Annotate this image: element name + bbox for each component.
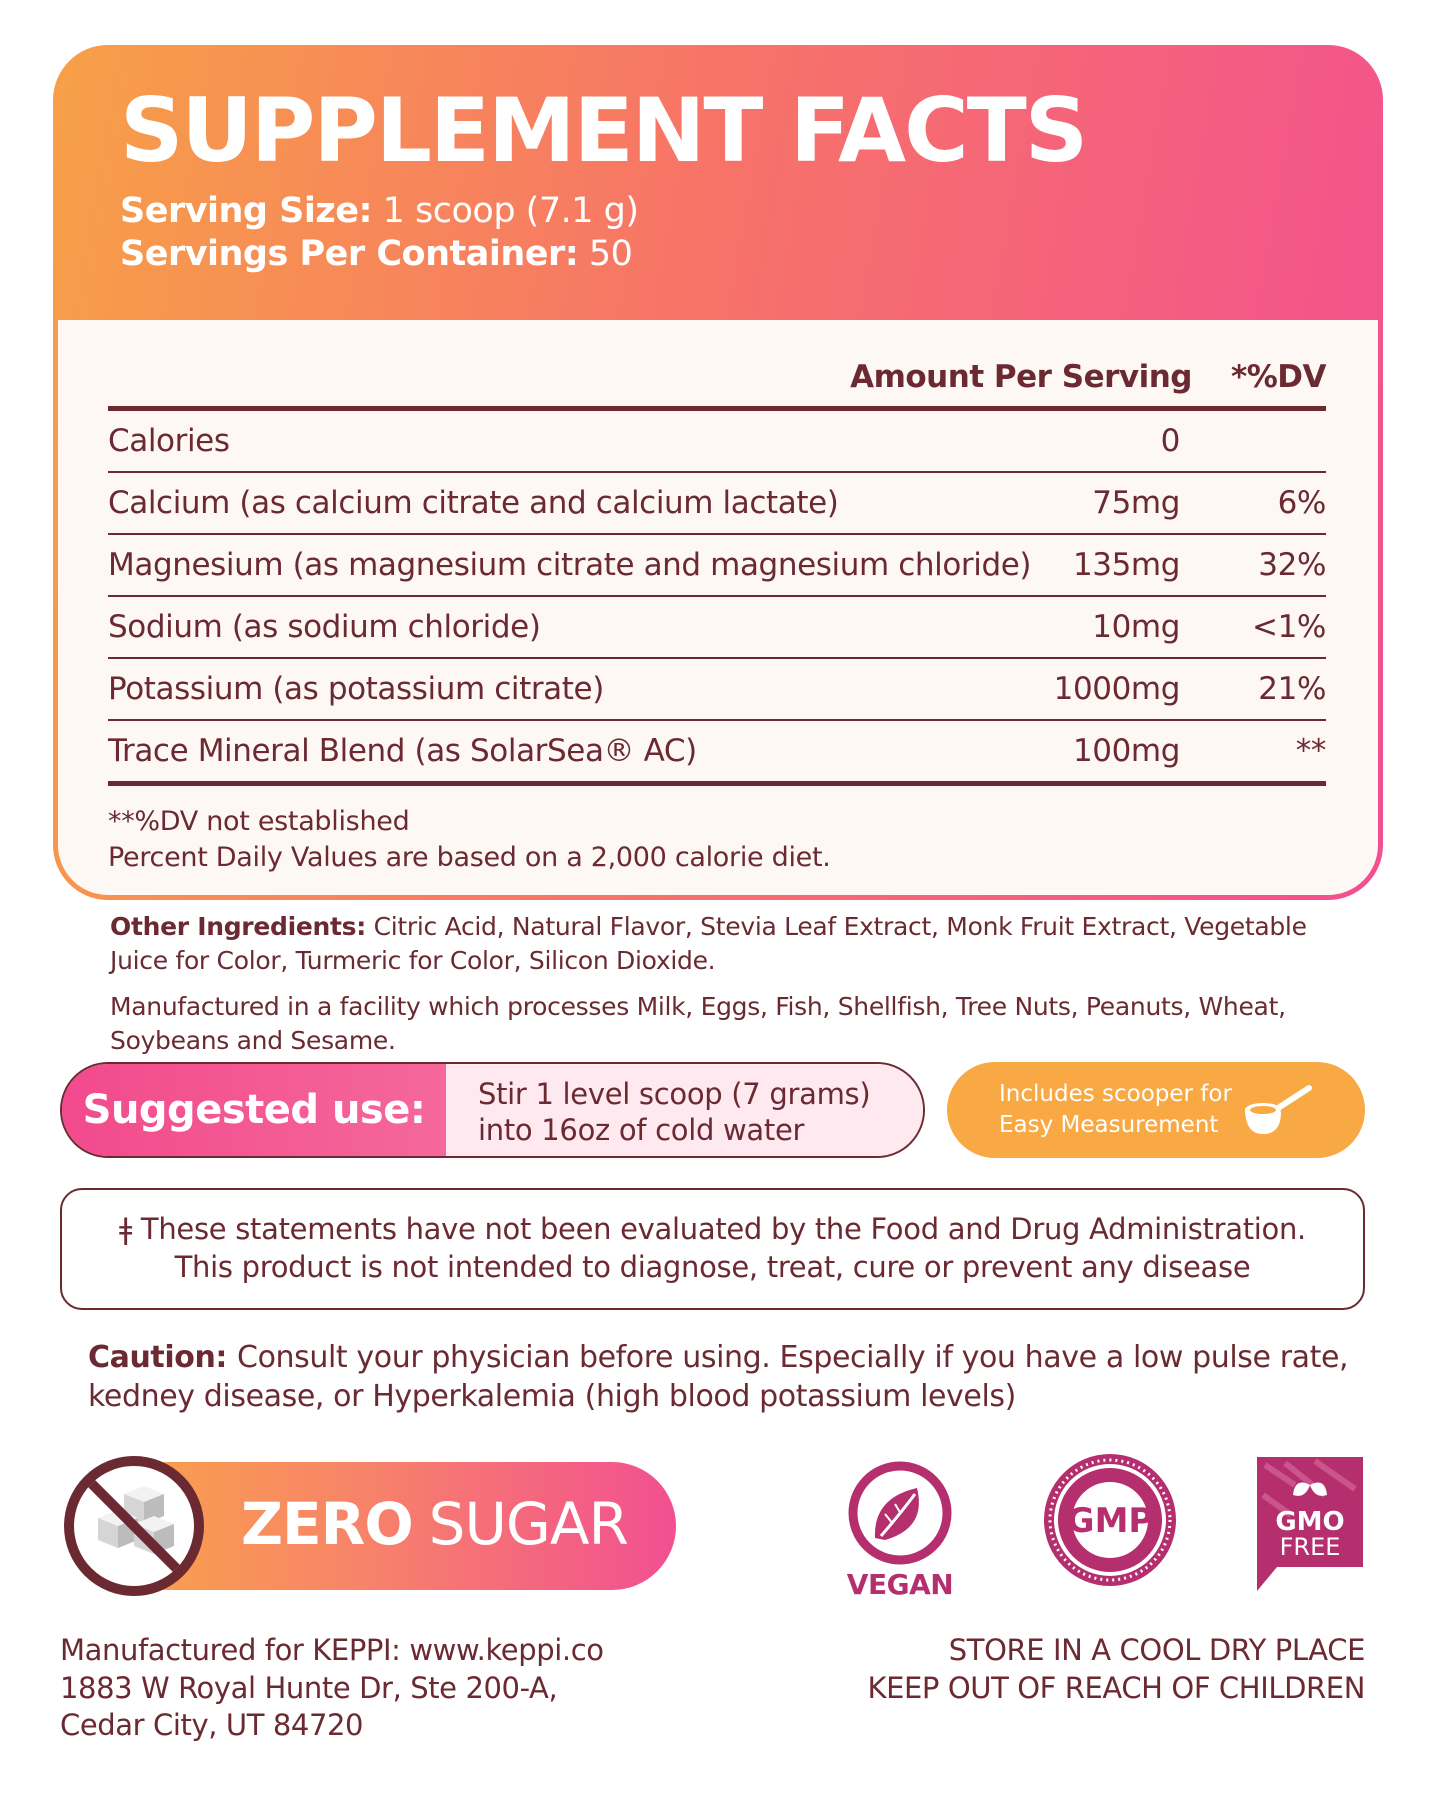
nutrient-name: Magnesium (as magnesium citrate and magnesium chloride)	[108, 547, 1032, 583]
nutrient-name: Calories	[108, 423, 230, 459]
table-row	[108, 473, 1326, 533]
supplement-facts-panel	[53, 45, 1383, 900]
nutrient-dv: **	[1295, 733, 1326, 769]
suggested-use-label: Suggested use:	[62, 1064, 446, 1156]
scooper-badge	[947, 1062, 1365, 1158]
gmp-text: GMP	[1066, 1501, 1154, 1541]
gmo-text: GMO	[1275, 1507, 1345, 1537]
serving-size	[120, 191, 1378, 231]
nutrient-name: Trace Mineral Blend (as SolarSea® AC)	[108, 733, 697, 769]
disclaimer-line: This product is not intended to diagnose, treat, cure or prevent any disease	[174, 1250, 1251, 1285]
disclaimer-line: ǂ These statements have not been evaluated by the Food and Drug Administration.	[119, 1212, 1306, 1246]
nutrient-dv: 6%	[1277, 485, 1326, 521]
nutrient-amount: 10mg	[1092, 609, 1180, 645]
nutrient-amount: 0	[1160, 423, 1180, 459]
divider	[108, 781, 1326, 786]
vegan-label: VEGAN	[846, 1568, 954, 1601]
gmp-seal-icon	[1040, 1450, 1180, 1590]
nutrient-dv: <1%	[1252, 609, 1326, 645]
allergen-statement: Manufactured in a facility which processes Milk, Eggs, Fish, Shellfish, Tree Nuts, Peanuts, Wheat, Soybeans and Sesame.	[110, 992, 1286, 1055]
nutrient-amount: 1000mg	[1053, 671, 1180, 707]
servings-label: Servings Per Container:	[120, 233, 579, 274]
header-dv: *%DV	[1231, 359, 1326, 395]
nutrient-amount: 135mg	[1072, 547, 1180, 583]
zero-sugar-text	[241, 1490, 628, 1558]
zero-word: ZERO	[241, 1490, 413, 1558]
ingredients-text: Citric Acid, Natural Flavor, Stevia Leaf Extract, Monk Fruit Extract, Vegetable Juice for Color, Turmeric for Color, Silicon Dioxide.	[110, 912, 1307, 975]
ingredients-label: Other Ingredients:	[110, 912, 366, 941]
zero-sugar-banner	[66, 1462, 676, 1590]
vegan-leaf-icon	[845, 1458, 955, 1568]
free-text: FREE	[1279, 1533, 1341, 1561]
nutrient-dv: 21%	[1258, 671, 1326, 707]
no-sugar-cubes-icon	[64, 1456, 204, 1596]
scoop-icon	[1237, 1082, 1317, 1142]
scooper-line: Easy Measurement	[999, 1112, 1219, 1138]
nutrient-name: Potassium (as potassium citrate)	[108, 671, 604, 707]
servings-per-container	[120, 234, 1378, 274]
table-header	[108, 348, 1326, 406]
storage-line: STORE IN A COOL DRY PLACE	[948, 1633, 1365, 1667]
table-row	[108, 411, 1326, 471]
storage-line: KEEP OUT OF REACH OF CHILDREN	[867, 1670, 1365, 1705]
nutrient-amount: 100mg	[1072, 733, 1180, 769]
page-title: SUPPLEMENT FACTS	[120, 79, 1087, 182]
caution-text: Consult your physician before using. Especially if you have a low pulse rate, kedney disease, or Hyperkalemia (high blood potassium levels)	[88, 1340, 1349, 1414]
suggested-use-line: into 16oz of cold water	[478, 1113, 805, 1148]
nutrient-name: Calcium (as calcium citrate and calcium lactate)	[108, 485, 839, 521]
nutrient-amount: 75mg	[1092, 485, 1180, 521]
suggested-use-text	[446, 1064, 923, 1156]
gmo-free-leaf-icon	[1255, 1455, 1365, 1595]
other-ingredients	[110, 910, 1350, 978]
table-row	[108, 535, 1326, 595]
address-line: Manufactured for KEPPI: www.keppi.co	[60, 1633, 604, 1667]
storage-instructions	[867, 1632, 1365, 1707]
table-row	[108, 659, 1326, 719]
footnotes	[108, 804, 1326, 875]
suggested-use	[60, 1062, 925, 1158]
header-amount: Amount Per Serving	[850, 359, 1192, 395]
footnote-dv: **%DV not established	[108, 806, 410, 837]
address-line: 1883 W Royal Hunte Dr, Ste 200-A,	[60, 1670, 558, 1705]
serving-size-label: Serving Size:	[120, 191, 372, 232]
table-row	[108, 597, 1326, 657]
scooper-text	[999, 1079, 1232, 1141]
suggested-use-line: Stir 1 level scoop (7 grams)	[478, 1077, 871, 1111]
nutrient-dv: 32%	[1258, 547, 1326, 583]
footnote-calorie-diet: Percent Daily Values are based on a 2,000 calorie diet.	[108, 841, 831, 873]
address-line: Cedar City, UT 84720	[60, 1708, 364, 1743]
scooper-line: Includes scooper for	[999, 1080, 1232, 1107]
manufacturer-address	[60, 1632, 604, 1745]
caution-statement	[88, 1338, 1378, 1416]
sugar-word: SUGAR	[428, 1490, 628, 1558]
servings-value: 50	[588, 233, 633, 274]
table-row	[108, 721, 1326, 781]
facts-table	[58, 320, 1378, 895]
panel-header	[58, 50, 1378, 320]
nutrient-name: Sodium (as sodium chloride)	[108, 609, 541, 645]
caution-label: Caution:	[88, 1340, 228, 1375]
fda-disclaimer	[60, 1188, 1365, 1310]
serving-size-value: 1 scoop (7.1 g)	[382, 191, 639, 232]
